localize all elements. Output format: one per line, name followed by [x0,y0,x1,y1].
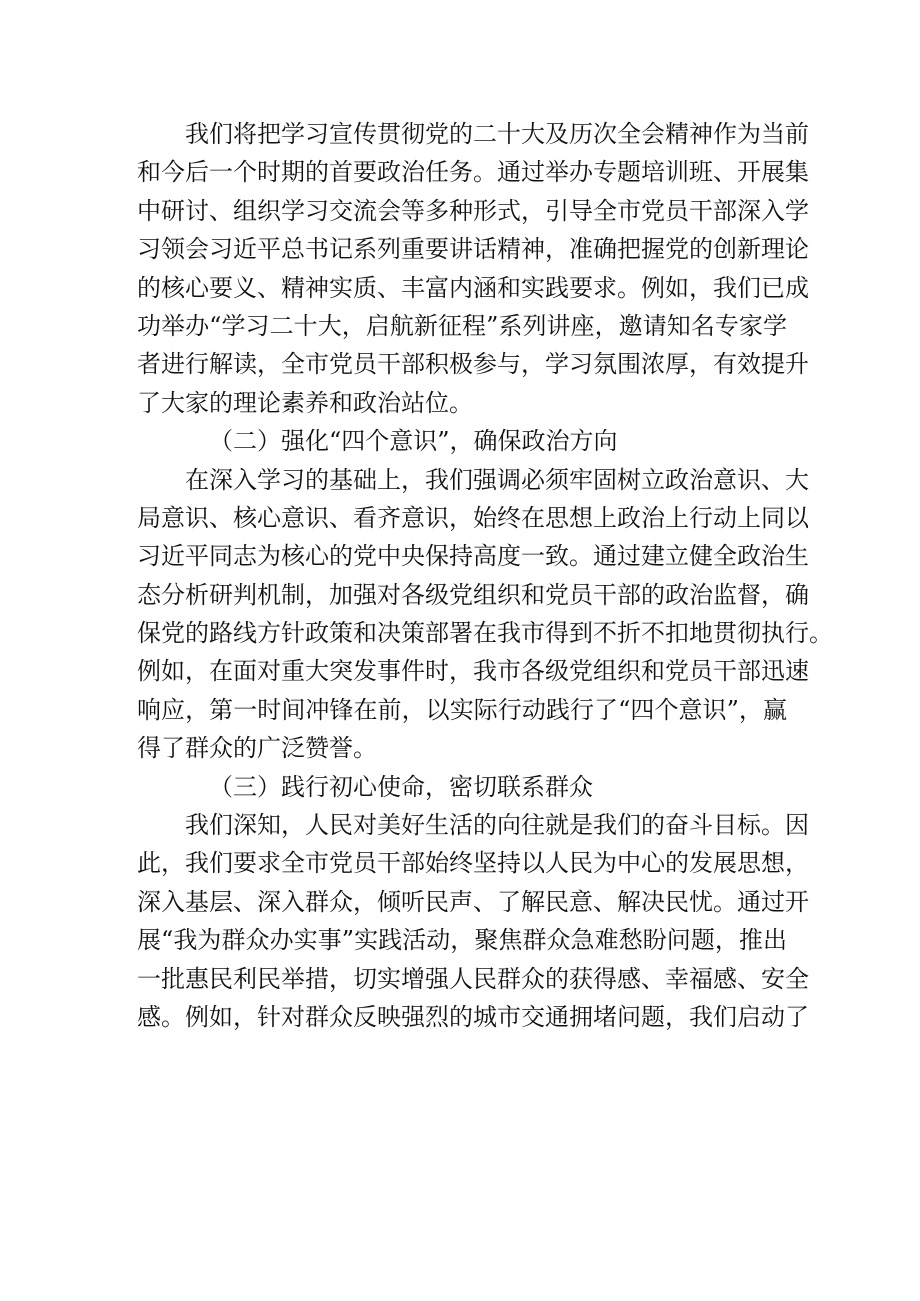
paragraph-line: 展“我为群众办实事”实践活动，聚焦群众急难愁盼问题，推出 [137,926,787,955]
paragraph-line: 在深入学习的基础上，我们强调必须牢固树立政治意识、大 [185,465,809,494]
paragraph-line: 得了群众的广泛赞誉。 [137,734,377,763]
paragraph-line: 我们将把学习宣传贯彻党的二十大及历次全会精神作为当前 [185,120,809,148]
paragraph-line: 的核心要义、精神实质、丰富内涵和实践要求。例如，我们已成 [137,273,809,302]
paragraph-line: 深入基层、深入群众，倾听民声、了解民意、解决民忧。通过开 [137,887,809,916]
paragraph-line: 和今后一个时期的首要政治任务。通过举办专题培训班、开展集 [137,158,809,187]
paragraph-political-task [137,115,809,422]
paragraph-line: 习领会习近平总书记系列重要讲话精神，准确把握党的创新理论 [137,235,809,264]
paragraph-four-consciousness [137,461,833,768]
paragraph-line: 中研讨、组织学习交流会等多种形式，引导全市党员干部深入学 [137,196,809,225]
paragraph-line: 感。例如，针对群众反映强烈的城市交通拥堵问题，我们启动了 [137,1002,809,1031]
paragraph-line: 者进行解读，全市党员干部积极参与，学习氛围浓厚，有效提升 [137,350,809,379]
paragraph-line: 局意识、核心意识、看齐意识，始终在思想上政治上行动上同以 [137,503,809,532]
paragraph-line: 响应，第一时间冲锋在前，以实际行动践行了“四个意识”，赢 [137,695,787,724]
paragraph-serve-people [137,806,809,1036]
paragraph-line: 此，我们要求全市党员干部始终坚持以人民为中心的发展思想， [137,849,809,878]
paragraph-line: 态分析研判机制，加强对各级党组织和党员干部的政治监督，确 [137,580,809,609]
paragraph-line: 例如，在面对重大突发事件时，我市各级党组织和党员干部迅速 [137,657,809,686]
paragraph-line: 了大家的理论素养和政治站位。 [137,388,473,417]
paragraph-line: 功举办“学习二十大，启航新征程”系列讲座，邀请知名专家学 [137,311,787,340]
document-body [137,115,833,1036]
paragraph-line: 保党的路线方针政策和决策部署在我市得到不折不扣地贯彻执行。 [137,619,833,648]
paragraph-line: 我们深知，人民对美好生活的向往就是我们的奋斗目标。因 [185,811,809,840]
paragraph-line: 一批惠民利民举措，切实增强人民群众的获得感、幸福感、安全 [137,964,809,993]
section-heading-three: （三）践行初心使命，密切联系群众 [209,772,593,801]
section-heading-two: （二）强化“四个意识”，确保政治方向 [209,427,618,456]
paragraph-line: 习近平同志为核心的党中央保持高度一致。通过建立健全政治生 [137,542,809,571]
